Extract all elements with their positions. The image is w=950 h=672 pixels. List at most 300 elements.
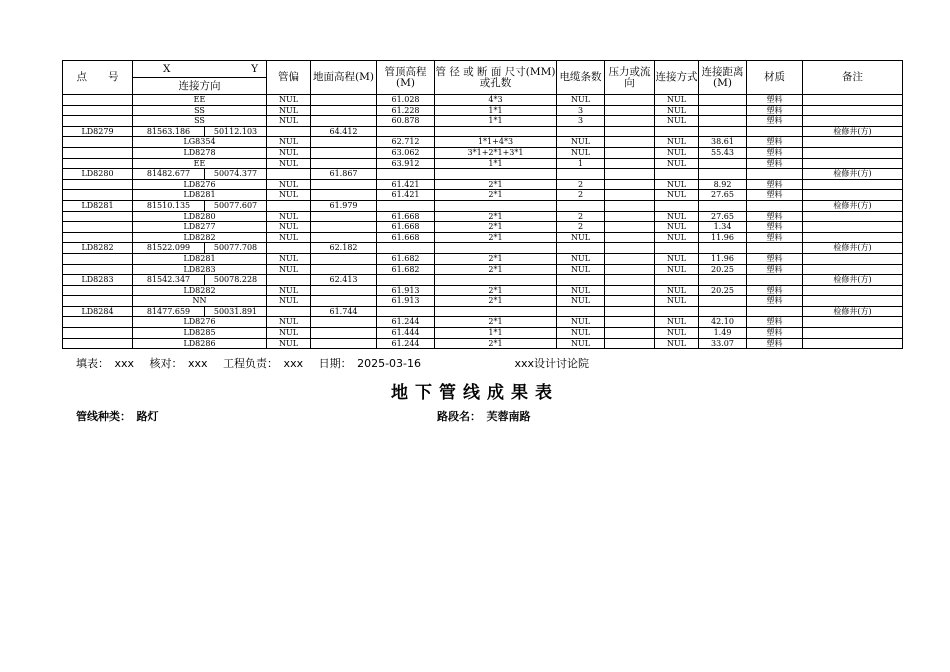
cell-cables: [557, 126, 605, 137]
engineer-label: 工程负责： xxx: [223, 357, 304, 370]
cell-cables: 2: [557, 222, 605, 233]
cell-conn-type: NUL: [655, 211, 699, 222]
cell-point: [63, 338, 133, 349]
cell-offset: NUL: [267, 222, 311, 233]
cell-offset: NUL: [267, 158, 311, 169]
cell-point: [63, 285, 133, 296]
cell-point: [63, 147, 133, 158]
cell-top-elev: 61.028: [377, 95, 435, 106]
cell-cables: [557, 275, 605, 286]
institute-label: xxx设计讨论院: [514, 357, 590, 370]
cell-remark: [803, 211, 903, 222]
cell-top-elev: [377, 275, 435, 286]
cell-point: [63, 264, 133, 275]
cell-cables: NUL: [557, 285, 605, 296]
cell-material: 塑料: [747, 190, 803, 201]
cell-ground-elev: [311, 179, 377, 190]
cell-x: 81510.135: [133, 200, 205, 211]
cell-top-elev: 61.244: [377, 338, 435, 349]
cell-pressure: [605, 147, 655, 158]
cell-conn-dist: 38.61: [699, 137, 747, 148]
cell-ground-elev: [311, 232, 377, 243]
cell-conn-dist: [699, 243, 747, 254]
cell-remark: [803, 190, 903, 201]
cell-conn-type: NUL: [655, 338, 699, 349]
cell-conn-dist: 1.34: [699, 222, 747, 233]
cell-ground-elev: [311, 211, 377, 222]
date-label: 日期： 2025-03-16: [318, 357, 422, 370]
cell-ground-elev: 61.744: [311, 306, 377, 317]
cell-conn-dist: 1.49: [699, 328, 747, 339]
cell-pressure: [605, 264, 655, 275]
cell-offset: [267, 275, 311, 286]
cell-top-elev: 61.421: [377, 190, 435, 201]
cell-material: 塑料: [747, 264, 803, 275]
cell-x: 81482.677: [133, 169, 205, 180]
cell-direction: LD8282: [133, 232, 267, 243]
cell-cables: NUL: [557, 95, 605, 106]
cell-point: LD8284: [63, 306, 133, 317]
cell-top-elev: 60.878: [377, 116, 435, 127]
cell-material: 塑料: [747, 328, 803, 339]
cell-material: 塑料: [747, 222, 803, 233]
header-offset: 管偏: [267, 61, 311, 95]
cell-ground-elev: 62.182: [311, 243, 377, 254]
cell-remark: [803, 179, 903, 190]
header-conn-dist: 连接距离(M): [699, 61, 747, 95]
cell-direction: EE: [133, 158, 267, 169]
cell-material: 塑料: [747, 147, 803, 158]
cell-direction: EE: [133, 95, 267, 106]
cell-top-elev: 61.668: [377, 222, 435, 233]
cell-size: [435, 169, 557, 180]
cell-point: LD8281: [63, 200, 133, 211]
cell-material: [747, 275, 803, 286]
cell-direction: LD8286: [133, 338, 267, 349]
cell-conn-dist: 55.43: [699, 147, 747, 158]
cell-ground-elev: [311, 317, 377, 328]
cell-ground-elev: [311, 158, 377, 169]
checker-label: 核对： xxx: [149, 357, 208, 370]
cell-conn-dist: 42.10: [699, 317, 747, 328]
cell-top-elev: 61.444: [377, 328, 435, 339]
cell-ground-elev: [311, 147, 377, 158]
cell-point: LD8280: [63, 169, 133, 180]
cell-pressure: [605, 285, 655, 296]
cell-y: 50031.891: [205, 306, 267, 317]
cell-conn-type: NUL: [655, 232, 699, 243]
cell-y: 50077.607: [205, 200, 267, 211]
cell-pressure: [605, 169, 655, 180]
cell-offset: NUL: [267, 211, 311, 222]
cell-material: [747, 126, 803, 137]
cell-direction: LD8285: [133, 328, 267, 339]
cell-size: 2*1: [435, 190, 557, 201]
cell-cables: NUL: [557, 232, 605, 243]
cell-ground-elev: [311, 116, 377, 127]
header-material: 材质: [747, 61, 803, 95]
cell-point: [63, 116, 133, 127]
table-row: [63, 243, 903, 254]
cell-offset: NUL: [267, 105, 311, 116]
cell-conn-dist: [699, 95, 747, 106]
cell-conn-dist: [699, 306, 747, 317]
cell-direction: LD8278: [133, 147, 267, 158]
cell-conn-dist: 8.92: [699, 179, 747, 190]
cell-ground-elev: [311, 264, 377, 275]
cell-top-elev: 61.913: [377, 285, 435, 296]
table-row: [63, 317, 903, 328]
table-row: [63, 306, 903, 317]
pipeline-results-table: [62, 60, 903, 349]
cell-conn-type: [655, 243, 699, 254]
cell-material: 塑料: [747, 317, 803, 328]
cell-point: [63, 190, 133, 201]
cell-conn-type: NUL: [655, 190, 699, 201]
table-row: [63, 147, 903, 158]
results-sheet: [62, 60, 902, 349]
cell-conn-type: NUL: [655, 328, 699, 339]
cell-pressure: [605, 275, 655, 286]
cell-pressure: [605, 95, 655, 106]
cell-conn-type: NUL: [655, 105, 699, 116]
table-row: [63, 95, 903, 106]
cell-top-elev: 63.062: [377, 147, 435, 158]
cell-size: 2*1: [435, 317, 557, 328]
cell-direction: LD8282: [133, 285, 267, 296]
cell-point: [63, 158, 133, 169]
cell-cables: 2: [557, 190, 605, 201]
cell-conn-type: NUL: [655, 158, 699, 169]
page-title: 地下管线成果表: [391, 383, 559, 403]
cell-cables: NUL: [557, 147, 605, 158]
cell-conn-dist: [699, 296, 747, 307]
cell-ground-elev: [311, 137, 377, 148]
table-row: [63, 222, 903, 233]
cell-material: [747, 200, 803, 211]
cell-y: 50077.708: [205, 243, 267, 254]
cell-remark: [803, 296, 903, 307]
cell-size: 2*1: [435, 222, 557, 233]
cell-material: 塑料: [747, 137, 803, 148]
cell-ground-elev: [311, 105, 377, 116]
cell-cables: [557, 306, 605, 317]
table-body: [63, 95, 903, 349]
cell-size: 2*1: [435, 179, 557, 190]
cell-cables: NUL: [557, 137, 605, 148]
cell-top-elev: [377, 126, 435, 137]
cell-cables: NUL: [557, 264, 605, 275]
cell-material: 塑料: [747, 105, 803, 116]
cell-point: [63, 328, 133, 339]
cell-material: [747, 169, 803, 180]
cell-ground-elev: [311, 338, 377, 349]
cell-x: 81542.347: [133, 275, 205, 286]
cell-cables: NUL: [557, 296, 605, 307]
cell-cables: [557, 243, 605, 254]
cell-size: 1*1: [435, 116, 557, 127]
cell-remark: [803, 328, 903, 339]
cell-pressure: [605, 232, 655, 243]
cell-material: 塑料: [747, 285, 803, 296]
cell-top-elev: [377, 169, 435, 180]
cell-conn-type: NUL: [655, 296, 699, 307]
cell-direction: LD8283: [133, 264, 267, 275]
cell-cables: 3: [557, 105, 605, 116]
cell-cables: 3: [557, 116, 605, 127]
cell-ground-elev: [311, 190, 377, 201]
cell-offset: NUL: [267, 317, 311, 328]
cell-pressure: [605, 179, 655, 190]
cell-ground-elev: [311, 222, 377, 233]
cell-conn-type: NUL: [655, 147, 699, 158]
cell-cables: NUL: [557, 253, 605, 264]
cell-remark: [803, 137, 903, 148]
cell-point: [63, 222, 133, 233]
cell-pressure: [605, 137, 655, 148]
header-pressure: 压力或流向: [605, 61, 655, 95]
cell-y: 50078.228: [205, 275, 267, 286]
cell-material: 塑料: [747, 116, 803, 127]
cell-conn-dist: [699, 275, 747, 286]
cell-conn-dist: [699, 126, 747, 137]
cell-offset: NUL: [267, 253, 311, 264]
cell-offset: NUL: [267, 338, 311, 349]
cell-size: 2*1: [435, 253, 557, 264]
cell-conn-type: [655, 306, 699, 317]
cell-point: [63, 179, 133, 190]
cell-size: 2*1: [435, 211, 557, 222]
cell-remark: [803, 105, 903, 116]
cell-material: 塑料: [747, 296, 803, 307]
table-row: [63, 338, 903, 349]
cell-remark: 检修井(方): [803, 169, 903, 180]
cell-cables: 1: [557, 158, 605, 169]
cell-size: 2*1: [435, 338, 557, 349]
cell-point: LD8283: [63, 275, 133, 286]
cell-material: [747, 306, 803, 317]
cell-ground-elev: 62.413: [311, 275, 377, 286]
cell-top-elev: 61.682: [377, 253, 435, 264]
cell-material: 塑料: [747, 211, 803, 222]
cell-conn-dist: [699, 169, 747, 180]
cell-pressure: [605, 222, 655, 233]
cell-material: 塑料: [747, 338, 803, 349]
cell-conn-dist: 20.25: [699, 264, 747, 275]
cell-material: 塑料: [747, 95, 803, 106]
cell-top-elev: [377, 243, 435, 254]
cell-offset: [267, 126, 311, 137]
cell-conn-dist: [699, 200, 747, 211]
cell-pressure: [605, 200, 655, 211]
cell-size: 3*1+2*1+3*1: [435, 147, 557, 158]
cell-conn-type: NUL: [655, 222, 699, 233]
cell-remark: [803, 95, 903, 106]
table-row: [63, 116, 903, 127]
filler-label: 填表： xxx: [76, 357, 135, 370]
cell-remark: [803, 232, 903, 243]
signoff-footer: [76, 355, 601, 371]
cell-offset: NUL: [267, 296, 311, 307]
cell-point: [63, 95, 133, 106]
cell-size: [435, 306, 557, 317]
cell-pressure: [605, 317, 655, 328]
cell-remark: [803, 285, 903, 296]
cell-point: [63, 232, 133, 243]
cell-offset: NUL: [267, 328, 311, 339]
cell-size: [435, 126, 557, 137]
cell-point: [63, 296, 133, 307]
table-row: [63, 158, 903, 169]
table-row: [63, 264, 903, 275]
cell-ground-elev: [311, 285, 377, 296]
cell-top-elev: [377, 306, 435, 317]
cell-top-elev: 61.913: [377, 296, 435, 307]
cell-size: 1*1+4*3: [435, 137, 557, 148]
cell-cables: 2: [557, 179, 605, 190]
header-y: Y: [205, 61, 267, 78]
header-conn-type: 连接方式: [655, 61, 699, 95]
cell-conn-type: NUL: [655, 137, 699, 148]
cell-conn-type: NUL: [655, 285, 699, 296]
cell-remark: [803, 317, 903, 328]
cell-offset: [267, 200, 311, 211]
cell-offset: [267, 306, 311, 317]
cell-pressure: [605, 126, 655, 137]
cell-offset: NUL: [267, 190, 311, 201]
header-top-elev: 管顶高程(M): [377, 61, 435, 95]
cell-conn-type: NUL: [655, 95, 699, 106]
cell-point: [63, 253, 133, 264]
cell-size: [435, 275, 557, 286]
cell-size: 1*1: [435, 158, 557, 169]
cell-pressure: [605, 190, 655, 201]
cell-offset: NUL: [267, 264, 311, 275]
cell-remark: [803, 147, 903, 158]
cell-offset: [267, 243, 311, 254]
cell-pressure: [605, 296, 655, 307]
cell-x: 81477.659: [133, 306, 205, 317]
cell-point: [63, 137, 133, 148]
cell-size: 2*1: [435, 232, 557, 243]
cell-conn-dist: 20.25: [699, 285, 747, 296]
cell-pressure: [605, 158, 655, 169]
table-row: [63, 296, 903, 307]
cell-top-elev: 61.244: [377, 317, 435, 328]
cell-ground-elev: 61.867: [311, 169, 377, 180]
cell-ground-elev: [311, 328, 377, 339]
cell-top-elev: 61.668: [377, 211, 435, 222]
cell-cables: NUL: [557, 328, 605, 339]
table-row: [63, 179, 903, 190]
table-row: [63, 105, 903, 116]
cell-material: 塑料: [747, 179, 803, 190]
cell-conn-type: NUL: [655, 116, 699, 127]
header-cables: 电缆条数: [557, 61, 605, 95]
cell-direction: LD8277: [133, 222, 267, 233]
cell-ground-elev: [311, 95, 377, 106]
cell-pressure: [605, 243, 655, 254]
cell-x: 81563.186: [133, 126, 205, 137]
cell-conn-dist: 33.07: [699, 338, 747, 349]
cell-conn-dist: 27.65: [699, 190, 747, 201]
cell-conn-type: [655, 126, 699, 137]
header-point: 点 号: [63, 61, 133, 95]
cell-point: [63, 105, 133, 116]
table-row: [63, 190, 903, 201]
cell-offset: NUL: [267, 179, 311, 190]
cell-ground-elev: [311, 296, 377, 307]
cell-pressure: [605, 328, 655, 339]
table-row: [63, 137, 903, 148]
cell-pressure: [605, 116, 655, 127]
cell-size: 2*1: [435, 264, 557, 275]
header-remark: 备注: [803, 61, 903, 95]
cell-point: LD8282: [63, 243, 133, 254]
cell-cables: NUL: [557, 317, 605, 328]
cell-conn-dist: [699, 105, 747, 116]
cell-conn-type: [655, 275, 699, 286]
cell-size: 2*1: [435, 285, 557, 296]
cell-conn-type: [655, 200, 699, 211]
cell-cables: [557, 200, 605, 211]
cell-direction: SS: [133, 105, 267, 116]
cell-size: 1*1: [435, 328, 557, 339]
cell-offset: NUL: [267, 95, 311, 106]
header-x: X: [133, 61, 205, 78]
cell-direction: LD8281: [133, 190, 267, 201]
cell-conn-type: NUL: [655, 179, 699, 190]
cell-ground-elev: [311, 253, 377, 264]
cell-pressure: [605, 105, 655, 116]
cell-remark: [803, 253, 903, 264]
cell-size: 4*3: [435, 95, 557, 106]
cell-point: LD8279: [63, 126, 133, 137]
cell-point: [63, 317, 133, 328]
cell-offset: [267, 169, 311, 180]
cell-direction: LD8276: [133, 317, 267, 328]
cell-pressure: [605, 306, 655, 317]
table-row: [63, 211, 903, 222]
cell-remark: 检修井(方): [803, 126, 903, 137]
cell-offset: NUL: [267, 285, 311, 296]
cell-direction: SS: [133, 116, 267, 127]
cell-remark: [803, 338, 903, 349]
cell-top-elev: 61.421: [377, 179, 435, 190]
table-row: [63, 232, 903, 243]
cell-y: 50074.377: [205, 169, 267, 180]
cell-offset: NUL: [267, 232, 311, 243]
table-row: [63, 285, 903, 296]
cell-remark: 检修井(方): [803, 275, 903, 286]
cell-cables: [557, 169, 605, 180]
cell-ground-elev: 61.979: [311, 200, 377, 211]
cell-material: [747, 243, 803, 254]
cell-top-elev: 63.912: [377, 158, 435, 169]
cell-pressure: [605, 211, 655, 222]
header-size: 管 径 或 断 面 尺寸(MM)或孔数: [435, 61, 557, 95]
cell-conn-type: NUL: [655, 264, 699, 275]
cell-remark: [803, 264, 903, 275]
cell-size: [435, 243, 557, 254]
table-row: [63, 169, 903, 180]
cell-remark: 检修井(方): [803, 306, 903, 317]
cell-conn-dist: [699, 158, 747, 169]
cell-offset: NUL: [267, 147, 311, 158]
cell-pressure: [605, 253, 655, 264]
cell-point: [63, 211, 133, 222]
cell-size: [435, 200, 557, 211]
